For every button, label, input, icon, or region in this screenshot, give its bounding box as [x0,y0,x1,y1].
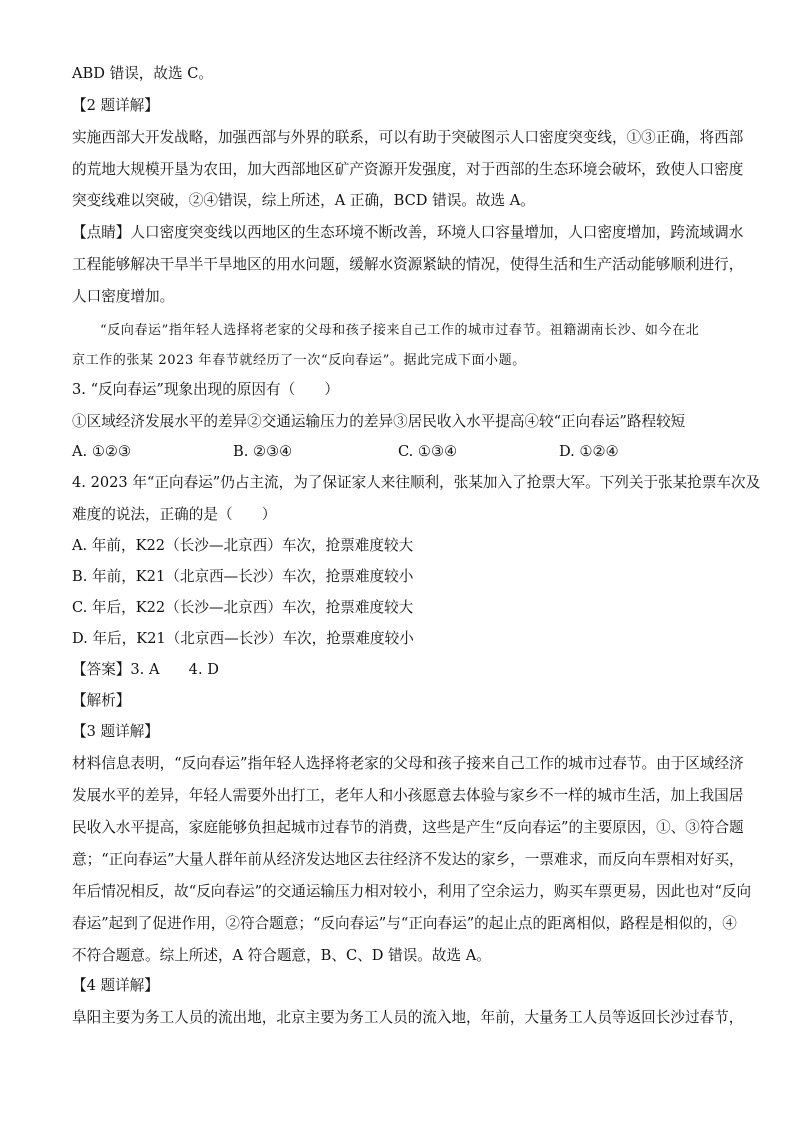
question-4-stem: 4. 2023 年“正向春运”仍占主流，为了保证家人来往顺利，张某加入了抢票大军。下列关于张某抢票车次及 [72,474,761,491]
text-line: ABD 错误，故选 C。 [72,65,213,82]
tip-paragraph-line: 【点睛】人口密度突变线以西地区的生态环境不断改善，环境人口容量增加，人口密度增加，跨流域调水 [72,224,744,241]
question-3-option-a: A. ①②③ [72,443,132,460]
text-line: 阜阳主要为务工人员的流出地，北京主要为务工人员的流入地，年前，大量务工人员等返回长沙过春节， [72,1009,744,1026]
text-line: 材料信息表明，“反向春运”指年轻人选择将老家的父母和孩子接来自己工作的城市过春节。由于区域经济 [72,755,744,772]
text-line: 意；“正向春运”大量人群年前从经济发达地区去往经济不发达的家乡，一票难求，而反向车票相对好买， [72,851,744,868]
answer-line: 【答案】3. A 4. D [72,661,219,678]
text-line: 发展水平的差异，年轻人需要外出打工，老年人和小孩愿意去体验与家乡不一样的城市生活，加上我国居 [72,787,744,804]
question-4-option-a: A. 年前，K22（长沙—北京西）车次，抢票难度较大 [72,537,414,554]
text-line: 民收入水平提高，家庭能够负担起城市过春节的消费，这些是产生“反向春运”的主要原因，①、③符合题 [72,819,744,836]
text-line: 年后情况相反，故“反向春运”的交通运输压力相对较小，利用了空余运力，购买车票更易，因此也对“反向 [72,883,752,900]
section-heading-q3: 【3 题详解】 [72,723,159,740]
analysis-heading: 【解析】 [72,692,131,709]
question-3-stem: 3. “反向春运”现象出现的原因有（ ） [72,381,339,398]
question-4-option-c: C. 年后，K22（长沙—北京西）车次，抢票难度较大 [72,599,414,616]
question-3-option-b: B. ②③④ [233,443,293,460]
material-paragraph-line: “反向春运”指年轻人选择将老家的父母和孩子接来自己工作的城市过春节。祖籍湖南长沙、如今在北 [100,323,700,338]
question-4-option-d: D. 年后，K21（北京西—长沙）车次，抢票难度较小 [72,630,414,647]
question-3-items: ①区域经济发展水平的差异②交通运输压力的差异③居民收入水平提高④较“正向春运”路程较短 [72,413,686,430]
question-3-option-d: D. ①②④ [559,443,619,460]
question-4-stem: 难度的说法，正确的是（ ） [72,506,277,523]
question-4-option-b: B. 年前，K21（北京西—长沙）车次，抢票难度较小 [72,568,414,585]
text-line: 春运”起到了促进作用，②符合题意；“反向春运”与“正向春运”的起止点的距离相似，路程是相似的，④ [72,915,737,932]
section-heading-q2: 【2 题详解】 [72,97,159,114]
text-line: 突变线难以突破，②④错误，综上所述，A 正确，BCD 错误。故选 A。 [72,192,535,209]
text-line: 不符合题意。综上所述，A 符合题意，B、C、D 错误。故选 A。 [72,947,491,964]
tip-paragraph-line: 人口密度增加。 [72,288,175,305]
section-heading-q4: 【4 题详解】 [72,977,159,994]
question-3-option-c: C. ①③④ [398,443,458,460]
material-paragraph-line: 京工作的张某 2023 年春节就经历了一次“反向春运”。据此完成下面小题。 [72,353,526,368]
text-line: 实施西部大开发战略，加强西部与外界的联系，可以有助于突破图示人口密度突变线，①③正确，将西部 [72,129,744,146]
tip-paragraph-line: 工程能够解决干旱半干旱地区的用水问题，缓解水资源紧缺的情况，使得生活和生产活动能够顺利进行， [72,256,744,273]
text-line: 的荒地大规模开垦为农田，加大西部地区矿产资源开发强度，对于西部的生态环境会破坏，致使人口密度 [72,161,744,178]
